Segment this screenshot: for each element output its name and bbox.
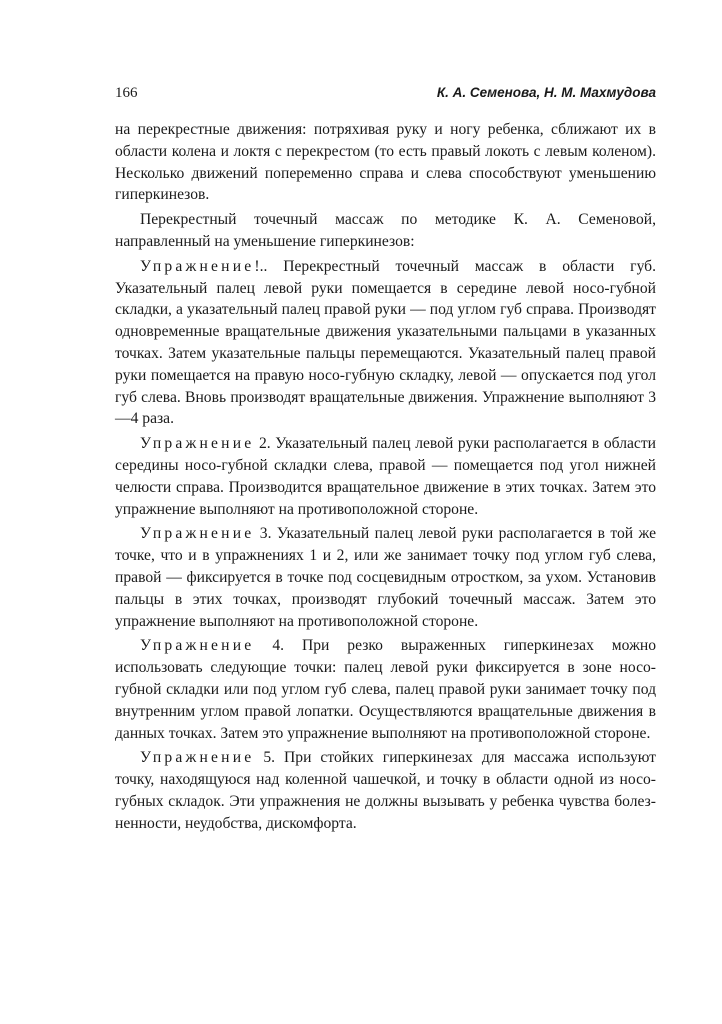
paragraph-exercise-5 — [115, 747, 656, 834]
exercise-label: Упражнение — [140, 257, 255, 275]
paragraph-exercise-4 — [115, 635, 656, 744]
page-number: 166 — [115, 85, 138, 101]
exercise-label: Упражнение — [140, 749, 255, 767]
paragraph-text: !.. Перекрестный точечный массаж в области губ. Указательный палец левой руки помещается в середине левой носо-губной складки, а указательный палец правой руки — под углом губ справа. Производят одновременные вращательные движения указательными пальцами в указанных точках. Затем указательные пальцы перемещаются. Указательный палец правой руки помещается на правую носо-губную складку, левой — опускается под угол губ слева. Вновь производят вращательные движения. Упражнение выполняют 3—4 раза. — [115, 257, 656, 428]
paragraph-text: на перекрестные движения: потряхивая руку и ногу ребенка, сближают их в области колена и локтя с перекрестом (то есть правый локоть с левым коленом). Несколько движений попеременно справа и слева способствуют уменьшению гиперкинезов. — [115, 121, 656, 204]
paragraph-text: 5. При стойких гиперкинезах для массажа используют точку, находящуюся над коленной чашечкой, и точку в области одной из носо-губных складок. Эти упражнения не должны вызывать у ребенка чувства болезненности, неудобства, дискомфорта. — [115, 749, 656, 832]
exercise-label: Упражнение — [140, 525, 255, 543]
body-text — [115, 119, 656, 835]
header-authors: К. А. Семенова, Н. М. Махмудова — [436, 85, 656, 100]
paragraph-exercise-1 — [115, 256, 656, 430]
paragraph-text: 4. При резко выраженных гиперкинезах можно использовать следующие точки: палец левой руки фиксируется в зоне носо-губной складки или под углом губ слева, палец правой руки занимает точку под внутренним углом правой лопатки. Осуществляются вращательные движения в данных точках. Затем это упражнение выполняют на противоположной стороне. — [115, 637, 656, 742]
paragraph-text: 2. Указательный палец левой руки располагается в области середины носо-губной складки слева, правой — помещается под угол нижней челюсти справа. Производится вращательное движение в этих точках. Затем это упражнение выполняют на противоположной стороне. — [115, 435, 656, 518]
running-header — [115, 82, 656, 104]
paragraph-text: Перекрестный точечный массаж по методике К. А. Семеновой, направленный на уменьшение гиперкинезов: — [115, 211, 656, 250]
paragraph-continuation — [115, 119, 656, 206]
paragraph-exercise-3 — [115, 523, 656, 632]
paragraph-exercise-2 — [115, 433, 656, 520]
exercise-label: Упражнение — [140, 637, 255, 655]
paragraph-text: 3. Указательный палец левой руки располагается в той же точке, что и в упражнениях 1 и 2, или же занимает точку под углом губ слева, правой — фиксируется в точке под сосцевидным отростком, за ухом. Установив пальцы в этих точках, производят глубокий точечный массаж. Затем это упражнение выполняют на противоположной стороне. — [115, 525, 656, 630]
exercise-label: Упражнение — [140, 435, 255, 453]
paragraph-intro — [115, 209, 656, 253]
